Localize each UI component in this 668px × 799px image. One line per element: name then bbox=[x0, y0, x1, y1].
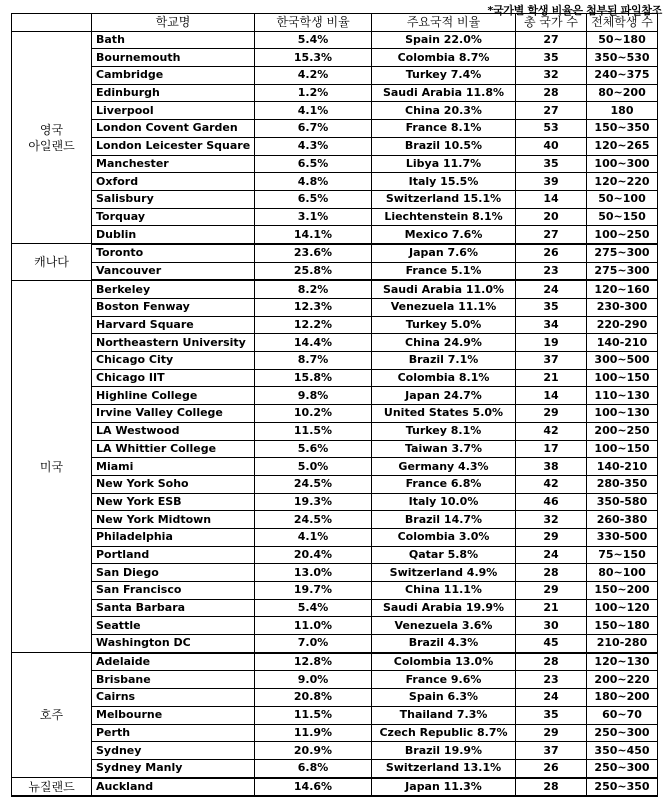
school-name-cell: Chicago City bbox=[92, 352, 255, 370]
main-nationality-cell: Italy 15.5% bbox=[372, 173, 516, 191]
country-count-cell: 28 bbox=[516, 778, 587, 797]
student-count-cell: 75~150 bbox=[587, 546, 658, 564]
main-nationality-cell: France 9.6% bbox=[372, 671, 516, 689]
main-nationality-cell: Japan 24.7% bbox=[372, 387, 516, 405]
header-korean-ratio: 한국학생 비율 bbox=[255, 14, 372, 32]
korean-ratio-cell: 3.1% bbox=[255, 208, 372, 226]
school-name-cell: Boston Fenway bbox=[92, 299, 255, 317]
student-count-cell: 350~450 bbox=[587, 742, 658, 760]
korean-ratio-cell: 20.9% bbox=[255, 742, 372, 760]
korean-ratio-cell: 15.3% bbox=[255, 49, 372, 67]
table-row bbox=[12, 759, 658, 777]
table-row bbox=[12, 689, 658, 707]
country-count-cell: 38 bbox=[516, 458, 587, 476]
korean-ratio-cell: 11.5% bbox=[255, 422, 372, 440]
main-nationality-cell: Colombia 8.1% bbox=[372, 369, 516, 387]
main-nationality-cell: Colombia 3.0% bbox=[372, 528, 516, 546]
table-row bbox=[12, 511, 658, 529]
country-count-cell: 42 bbox=[516, 422, 587, 440]
country-count-cell: 30 bbox=[516, 617, 587, 635]
korean-ratio-cell: 4.8% bbox=[255, 173, 372, 191]
korean-ratio-cell: 8.2% bbox=[255, 280, 372, 298]
main-nationality-cell: Japan 11.3% bbox=[372, 778, 516, 797]
table-row bbox=[12, 742, 658, 760]
country-count-cell: 24 bbox=[516, 689, 587, 707]
school-name-cell: Salisbury bbox=[92, 190, 255, 208]
main-nationality-cell: Spain 6.3% bbox=[372, 689, 516, 707]
korean-ratio-cell: 11.9% bbox=[255, 724, 372, 742]
korean-ratio-cell: 9.0% bbox=[255, 671, 372, 689]
student-count-cell: 120~130 bbox=[587, 653, 658, 671]
student-count-cell: 180 bbox=[587, 102, 658, 120]
country-count-cell: 29 bbox=[516, 724, 587, 742]
table-row bbox=[12, 706, 658, 724]
country-count-cell: 24 bbox=[516, 280, 587, 298]
korean-ratio-cell: 12.2% bbox=[255, 316, 372, 334]
country-count-cell: 46 bbox=[516, 493, 587, 511]
country-count-cell: 40 bbox=[516, 137, 587, 155]
student-count-cell: 120~160 bbox=[587, 280, 658, 298]
school-name-cell: Toronto bbox=[92, 244, 255, 262]
korean-ratio-cell: 14.1% bbox=[255, 226, 372, 244]
region-cell bbox=[12, 653, 92, 778]
student-count-cell: 120~265 bbox=[587, 137, 658, 155]
korean-ratio-cell: 8.7% bbox=[255, 352, 372, 370]
student-count-cell: 250~300 bbox=[587, 724, 658, 742]
main-nationality-cell: Brazil 14.7% bbox=[372, 511, 516, 529]
table-row bbox=[12, 137, 658, 155]
student-count-cell: 330-500 bbox=[587, 528, 658, 546]
header-region bbox=[12, 14, 92, 32]
table-row bbox=[12, 671, 658, 689]
main-nationality-cell: Thailand 7.3% bbox=[372, 706, 516, 724]
header-row bbox=[12, 14, 658, 32]
table-row bbox=[12, 173, 658, 191]
table-row bbox=[12, 208, 658, 226]
school-name-cell: Vancouver bbox=[92, 262, 255, 280]
main-nationality-cell: Liechtenstein 8.1% bbox=[372, 208, 516, 226]
student-count-cell: 110~130 bbox=[587, 387, 658, 405]
main-nationality-cell: Brazil 4.3% bbox=[372, 635, 516, 653]
country-count-cell: 23 bbox=[516, 671, 587, 689]
student-count-cell: 80~200 bbox=[587, 84, 658, 102]
school-name-cell: Philadelphia bbox=[92, 528, 255, 546]
school-name-cell: Santa Barbara bbox=[92, 599, 255, 617]
country-count-cell: 37 bbox=[516, 352, 587, 370]
main-nationality-cell: Saudi Arabia 11.8% bbox=[372, 84, 516, 102]
table-row bbox=[12, 67, 658, 85]
table-row bbox=[12, 405, 658, 423]
korean-ratio-cell: 14.6% bbox=[255, 778, 372, 797]
school-name-cell: LA Westwood bbox=[92, 422, 255, 440]
table-row bbox=[12, 440, 658, 458]
student-count-cell: 280-350 bbox=[587, 475, 658, 493]
country-count-cell: 27 bbox=[516, 226, 587, 244]
student-count-cell: 350-580 bbox=[587, 493, 658, 511]
student-count-cell: 350~530 bbox=[587, 49, 658, 67]
school-name-cell: Bournemouth bbox=[92, 49, 255, 67]
table-row bbox=[12, 599, 658, 617]
main-nationality-cell: China 20.3% bbox=[372, 102, 516, 120]
main-nationality-cell: Italy 10.0% bbox=[372, 493, 516, 511]
country-count-cell: 17 bbox=[516, 440, 587, 458]
korean-ratio-cell: 4.1% bbox=[255, 528, 372, 546]
student-count-cell: 300~500 bbox=[587, 352, 658, 370]
country-count-cell: 29 bbox=[516, 405, 587, 423]
student-count-cell: 100~130 bbox=[587, 405, 658, 423]
main-nationality-cell: Japan 7.6% bbox=[372, 244, 516, 262]
table-row bbox=[12, 724, 658, 742]
table-row bbox=[12, 475, 658, 493]
korean-ratio-cell: 9.8% bbox=[255, 387, 372, 405]
korean-ratio-cell: 5.4% bbox=[255, 599, 372, 617]
main-nationality-cell: Saudi Arabia 11.0% bbox=[372, 280, 516, 298]
school-name-cell: New York ESB bbox=[92, 493, 255, 511]
main-nationality-cell: China 11.1% bbox=[372, 582, 516, 600]
student-count-cell: 150~180 bbox=[587, 617, 658, 635]
korean-ratio-cell: 6.5% bbox=[255, 190, 372, 208]
student-count-cell: 200~250 bbox=[587, 422, 658, 440]
country-count-cell: 21 bbox=[516, 369, 587, 387]
korean-ratio-cell: 13.0% bbox=[255, 564, 372, 582]
main-nationality-cell: Brazil 7.1% bbox=[372, 352, 516, 370]
main-nationality-cell: Germany 4.3% bbox=[372, 458, 516, 476]
korean-ratio-cell: 15.8% bbox=[255, 369, 372, 387]
school-name-cell: Manchester bbox=[92, 155, 255, 173]
student-count-cell: 100~300 bbox=[587, 155, 658, 173]
table-row bbox=[12, 387, 658, 405]
korean-ratio-cell: 12.3% bbox=[255, 299, 372, 317]
region-cell bbox=[12, 31, 92, 244]
school-name-cell: New York Midtown bbox=[92, 511, 255, 529]
country-count-cell: 26 bbox=[516, 244, 587, 262]
school-name-cell: Adelaide bbox=[92, 653, 255, 671]
school-name-cell: Chicago IIT bbox=[92, 369, 255, 387]
country-count-cell: 14 bbox=[516, 190, 587, 208]
region-label: 뉴질랜드 bbox=[28, 779, 75, 794]
main-nationality-cell: Czech Republic 8.7% bbox=[372, 724, 516, 742]
main-nationality-cell: Mexico 7.6% bbox=[372, 226, 516, 244]
school-name-cell: Bath bbox=[92, 31, 255, 49]
table-body bbox=[12, 31, 658, 796]
school-name-cell: Seattle bbox=[92, 617, 255, 635]
school-name-cell: LA Whittier College bbox=[92, 440, 255, 458]
korean-ratio-cell: 12.8% bbox=[255, 653, 372, 671]
student-count-cell: 275~300 bbox=[587, 262, 658, 280]
main-nationality-cell: France 5.1% bbox=[372, 262, 516, 280]
school-name-cell: Melbourne bbox=[92, 706, 255, 724]
school-name-cell: San Francisco bbox=[92, 582, 255, 600]
header-student-count: 전체학생 수 bbox=[587, 14, 658, 32]
header-country-count: 총 국가 수 bbox=[516, 14, 587, 32]
country-count-cell: 24 bbox=[516, 546, 587, 564]
country-count-cell: 39 bbox=[516, 173, 587, 191]
student-count-cell: 240~375 bbox=[587, 67, 658, 85]
korean-ratio-cell: 20.8% bbox=[255, 689, 372, 707]
main-nationality-cell: United States 5.0% bbox=[372, 405, 516, 423]
table-row bbox=[12, 352, 658, 370]
country-count-cell: 14 bbox=[516, 387, 587, 405]
main-nationality-cell: Turkey 5.0% bbox=[372, 316, 516, 334]
table-row bbox=[12, 190, 658, 208]
table-row bbox=[12, 299, 658, 317]
school-name-cell: Oxford bbox=[92, 173, 255, 191]
korean-ratio-cell: 11.5% bbox=[255, 706, 372, 724]
country-count-cell: 21 bbox=[516, 599, 587, 617]
student-count-cell: 230-300 bbox=[587, 299, 658, 317]
main-nationality-cell: Switzerland 15.1% bbox=[372, 190, 516, 208]
school-name-cell: Berkeley bbox=[92, 280, 255, 298]
footnote: *국가별 학생 비율은 첨부된 파일참조 bbox=[487, 4, 662, 17]
student-count-cell: 100~150 bbox=[587, 369, 658, 387]
main-nationality-cell: France 6.8% bbox=[372, 475, 516, 493]
student-count-cell: 100~250 bbox=[587, 226, 658, 244]
country-count-cell: 34 bbox=[516, 316, 587, 334]
korean-ratio-cell: 4.3% bbox=[255, 137, 372, 155]
table-row bbox=[12, 84, 658, 102]
main-nationality-cell: Venezuela 3.6% bbox=[372, 617, 516, 635]
table-row bbox=[12, 155, 658, 173]
table-row bbox=[12, 262, 658, 280]
table-row bbox=[12, 120, 658, 138]
region-cell bbox=[12, 280, 92, 652]
main-nationality-cell: Spain 22.0% bbox=[372, 31, 516, 49]
student-count-cell: 250~350 bbox=[587, 778, 658, 797]
school-name-cell: San Diego bbox=[92, 564, 255, 582]
country-count-cell: 53 bbox=[516, 120, 587, 138]
school-name-cell: London Leicester Square bbox=[92, 137, 255, 155]
table-row bbox=[12, 422, 658, 440]
school-name-cell: Auckland bbox=[92, 778, 255, 797]
student-count-cell: 180~200 bbox=[587, 689, 658, 707]
korean-ratio-cell: 14.4% bbox=[255, 334, 372, 352]
school-name-cell: Liverpool bbox=[92, 102, 255, 120]
main-nationality-cell: Colombia 8.7% bbox=[372, 49, 516, 67]
main-nationality-cell: Qatar 5.8% bbox=[372, 546, 516, 564]
region-label: 미국 bbox=[39, 459, 64, 474]
region-cell bbox=[12, 244, 92, 280]
student-count-cell: 60~70 bbox=[587, 706, 658, 724]
table-row bbox=[12, 546, 658, 564]
country-count-cell: 20 bbox=[516, 208, 587, 226]
table-row bbox=[12, 316, 658, 334]
school-name-cell: Portland bbox=[92, 546, 255, 564]
region-label: 영국 bbox=[39, 122, 64, 137]
student-count-cell: 50~180 bbox=[587, 31, 658, 49]
main-nationality-cell: Brazil 19.9% bbox=[372, 742, 516, 760]
region-label: 아일랜드 bbox=[28, 138, 75, 153]
korean-ratio-cell: 7.0% bbox=[255, 635, 372, 653]
table-row bbox=[12, 564, 658, 582]
student-count-cell: 250~300 bbox=[587, 759, 658, 777]
country-count-cell: 32 bbox=[516, 67, 587, 85]
country-count-cell: 27 bbox=[516, 102, 587, 120]
country-count-cell: 28 bbox=[516, 653, 587, 671]
main-nationality-cell: Switzerland 4.9% bbox=[372, 564, 516, 582]
school-name-cell: Highline College bbox=[92, 387, 255, 405]
student-count-cell: 220-290 bbox=[587, 316, 658, 334]
korean-ratio-cell: 6.7% bbox=[255, 120, 372, 138]
korean-ratio-cell: 19.7% bbox=[255, 582, 372, 600]
country-count-cell: 26 bbox=[516, 759, 587, 777]
table-row bbox=[12, 458, 658, 476]
country-count-cell: 35 bbox=[516, 155, 587, 173]
school-name-cell: Perth bbox=[92, 724, 255, 742]
table-row bbox=[12, 334, 658, 352]
header-school: 학교명 bbox=[92, 14, 255, 32]
table-row bbox=[12, 226, 658, 244]
korean-ratio-cell: 11.0% bbox=[255, 617, 372, 635]
school-name-cell: Sydney Manly bbox=[92, 759, 255, 777]
korean-ratio-cell: 10.2% bbox=[255, 405, 372, 423]
student-count-cell: 100~120 bbox=[587, 599, 658, 617]
main-nationality-cell: Brazil 10.5% bbox=[372, 137, 516, 155]
country-count-cell: 29 bbox=[516, 528, 587, 546]
student-count-cell: 150~200 bbox=[587, 582, 658, 600]
school-name-cell: Dublin bbox=[92, 226, 255, 244]
student-count-cell: 120~220 bbox=[587, 173, 658, 191]
country-count-cell: 37 bbox=[516, 742, 587, 760]
table-row bbox=[12, 49, 658, 67]
korean-ratio-cell: 6.5% bbox=[255, 155, 372, 173]
country-count-cell: 35 bbox=[516, 49, 587, 67]
student-count-cell: 200~220 bbox=[587, 671, 658, 689]
korean-ratio-cell: 25.8% bbox=[255, 262, 372, 280]
region-label: 호주 bbox=[39, 708, 64, 723]
korean-ratio-cell: 20.4% bbox=[255, 546, 372, 564]
table-row bbox=[12, 102, 658, 120]
korean-ratio-cell: 1.2% bbox=[255, 84, 372, 102]
school-name-cell: London Covent Garden bbox=[92, 120, 255, 138]
table-row bbox=[12, 635, 658, 653]
student-count-cell: 140-210 bbox=[587, 458, 658, 476]
main-nationality-cell: Saudi Arabia 19.9% bbox=[372, 599, 516, 617]
korean-ratio-cell: 23.6% bbox=[255, 244, 372, 262]
school-name-cell: Sydney bbox=[92, 742, 255, 760]
korean-ratio-cell: 19.3% bbox=[255, 493, 372, 511]
school-name-cell: Cambridge bbox=[92, 67, 255, 85]
school-name-cell: New York Soho bbox=[92, 475, 255, 493]
country-count-cell: 35 bbox=[516, 299, 587, 317]
student-count-cell: 210-280 bbox=[587, 635, 658, 653]
country-count-cell: 28 bbox=[516, 564, 587, 582]
korean-ratio-cell: 24.5% bbox=[255, 475, 372, 493]
school-name-cell: Brisbane bbox=[92, 671, 255, 689]
table-row bbox=[12, 653, 658, 671]
region-cell bbox=[12, 778, 92, 797]
country-count-cell: 32 bbox=[516, 511, 587, 529]
korean-ratio-cell: 4.1% bbox=[255, 102, 372, 120]
korean-ratio-cell: 5.0% bbox=[255, 458, 372, 476]
table-row bbox=[12, 617, 658, 635]
header-main-nationality: 주요국적 비율 bbox=[372, 14, 516, 32]
table-row bbox=[12, 528, 658, 546]
main-nationality-cell: Turkey 7.4% bbox=[372, 67, 516, 85]
table-row bbox=[12, 369, 658, 387]
student-count-cell: 50~100 bbox=[587, 190, 658, 208]
country-count-cell: 42 bbox=[516, 475, 587, 493]
school-name-cell: Edinburgh bbox=[92, 84, 255, 102]
country-count-cell: 19 bbox=[516, 334, 587, 352]
korean-ratio-cell: 5.4% bbox=[255, 31, 372, 49]
table-row bbox=[12, 31, 658, 49]
school-name-cell: Irvine Valley College bbox=[92, 405, 255, 423]
student-count-cell: 80~100 bbox=[587, 564, 658, 582]
school-name-cell: Harvard Square bbox=[92, 316, 255, 334]
student-count-cell: 275~300 bbox=[587, 244, 658, 262]
table-row bbox=[12, 280, 658, 298]
korean-ratio-cell: 24.5% bbox=[255, 511, 372, 529]
main-nationality-cell: France 8.1% bbox=[372, 120, 516, 138]
country-count-cell: 45 bbox=[516, 635, 587, 653]
school-name-cell: Northeastern University bbox=[92, 334, 255, 352]
country-count-cell: 35 bbox=[516, 706, 587, 724]
main-nationality-cell: Colombia 13.0% bbox=[372, 653, 516, 671]
school-name-cell: Washington DC bbox=[92, 635, 255, 653]
table-row bbox=[12, 778, 658, 797]
table-row bbox=[12, 244, 658, 262]
korean-ratio-cell: 5.6% bbox=[255, 440, 372, 458]
school-name-cell: Torquay bbox=[92, 208, 255, 226]
country-count-cell: 29 bbox=[516, 582, 587, 600]
student-count-cell: 150~350 bbox=[587, 120, 658, 138]
table-row bbox=[12, 582, 658, 600]
student-count-cell: 260-380 bbox=[587, 511, 658, 529]
korean-ratio-cell: 6.8% bbox=[255, 759, 372, 777]
main-nationality-cell: Switzerland 13.1% bbox=[372, 759, 516, 777]
student-count-cell: 100~150 bbox=[587, 440, 658, 458]
korean-ratio-cell: 4.2% bbox=[255, 67, 372, 85]
main-nationality-cell: China 24.9% bbox=[372, 334, 516, 352]
main-nationality-cell: Turkey 8.1% bbox=[372, 422, 516, 440]
main-nationality-cell: Taiwan 3.7% bbox=[372, 440, 516, 458]
school-name-cell: Cairns bbox=[92, 689, 255, 707]
school-table bbox=[11, 13, 658, 797]
student-count-cell: 140-210 bbox=[587, 334, 658, 352]
country-count-cell: 27 bbox=[516, 31, 587, 49]
main-nationality-cell: Libya 11.7% bbox=[372, 155, 516, 173]
country-count-cell: 23 bbox=[516, 262, 587, 280]
school-name-cell: Miami bbox=[92, 458, 255, 476]
table-row bbox=[12, 493, 658, 511]
country-count-cell: 28 bbox=[516, 84, 587, 102]
main-nationality-cell: Venezuela 11.1% bbox=[372, 299, 516, 317]
student-count-cell: 50~150 bbox=[587, 208, 658, 226]
region-label: 캐나다 bbox=[34, 255, 69, 270]
